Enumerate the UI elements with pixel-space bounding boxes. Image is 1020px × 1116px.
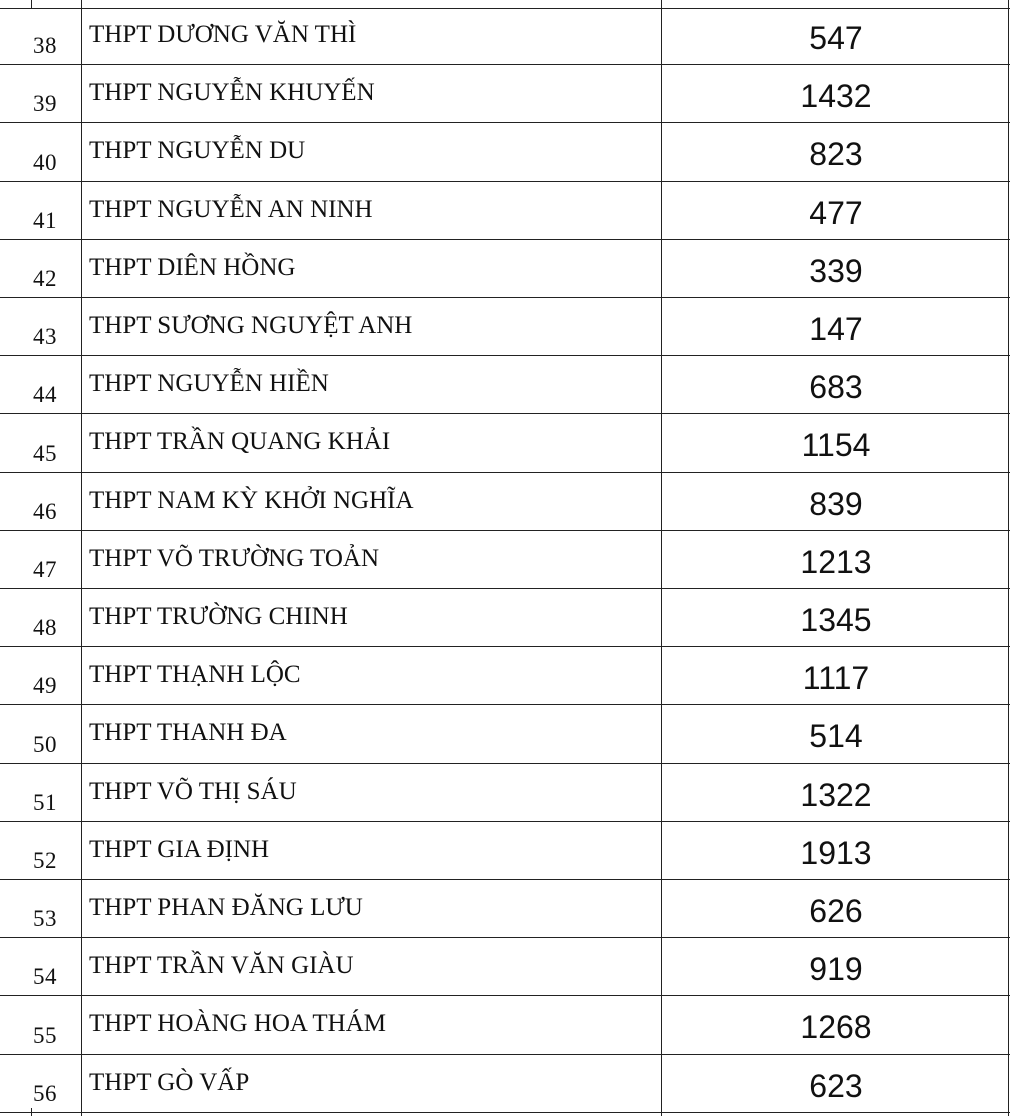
- count-cell: [662, 996, 1010, 1053]
- count-cell: [662, 531, 1010, 588]
- row-number-cell: [0, 822, 82, 879]
- row-number: 55: [33, 1022, 57, 1048]
- school-name-cell: [82, 938, 662, 995]
- count-value: 1913: [800, 834, 872, 871]
- table-row: [0, 589, 1010, 647]
- count-value: 1322: [800, 776, 872, 813]
- table-row: [0, 531, 1010, 589]
- school-name: THPT GÒ VẤP: [89, 1068, 250, 1096]
- school-name-cell: [82, 414, 662, 471]
- count-cell: [662, 1055, 1010, 1112]
- school-name: THPT NGUYỄN KHUYẾN: [89, 79, 375, 107]
- row-number-cell: [0, 647, 82, 704]
- count-value: 1213: [800, 543, 872, 580]
- row-number: 46: [33, 498, 57, 524]
- table-row: [0, 298, 1010, 356]
- row-number: 56: [33, 1080, 57, 1106]
- count-value: 1154: [801, 427, 871, 464]
- count-cell: [662, 589, 1010, 646]
- row-number: 42: [33, 265, 57, 291]
- count-cell: [662, 647, 1010, 704]
- table-row: [0, 647, 1010, 705]
- count-cell: [662, 182, 1010, 239]
- row-number-cell: [0, 996, 82, 1053]
- school-name-cell: [82, 7, 662, 64]
- table-row: [0, 7, 1010, 65]
- school-name-cell: [82, 531, 662, 588]
- row-number: 41: [33, 207, 57, 233]
- count-value: 147: [809, 311, 863, 347]
- school-name-cell: [82, 240, 662, 297]
- row-number-cell: [0, 240, 82, 297]
- school-name-cell: [82, 764, 662, 821]
- table-row: [0, 938, 1010, 996]
- row-number: 40: [33, 149, 57, 175]
- row-number: 53: [33, 906, 57, 932]
- table-row: [0, 764, 1010, 822]
- row-number-cell: [0, 182, 82, 239]
- row-number: 49: [33, 673, 57, 699]
- count-cell: [662, 240, 1010, 297]
- row-number: 39: [33, 91, 57, 117]
- row-number: 38: [33, 33, 57, 59]
- school-name: THPT NAM KỲ KHỞI NGHĨA: [89, 486, 414, 514]
- row-number: 48: [33, 615, 57, 641]
- school-name-cell: [82, 996, 662, 1053]
- school-name: THPT SƯƠNG NGUYỆT ANH: [89, 312, 413, 339]
- row-number: 43: [33, 324, 57, 350]
- count-value: 623: [809, 1067, 863, 1104]
- table-row: [0, 996, 1010, 1054]
- school-name: THPT NGUYỄN DU: [89, 137, 306, 165]
- count-cell: [662, 880, 1010, 937]
- row-number: 45: [33, 440, 57, 466]
- school-name-cell: [82, 65, 662, 122]
- row-number-cell: [0, 123, 82, 180]
- count-cell: [662, 123, 1010, 180]
- row-number-cell: [0, 356, 82, 413]
- school-name: THPT TRƯỜNG CHINH: [89, 603, 348, 630]
- row-number-cell: [0, 705, 82, 762]
- table-row: [0, 356, 1010, 414]
- table-row: [0, 182, 1010, 240]
- row-number-cell: [0, 1055, 82, 1112]
- row-number-cell: [0, 531, 82, 588]
- school-name-cell: [82, 473, 662, 530]
- count-cell: [662, 356, 1010, 413]
- school-name-cell: [82, 589, 662, 646]
- count-value: 514: [809, 718, 863, 755]
- row-number: 47: [33, 556, 57, 582]
- row-number: 52: [33, 847, 57, 873]
- count-cell: [662, 473, 1010, 530]
- school-name: THPT DƯƠNG VĂN THÌ: [89, 21, 357, 48]
- school-name: THPT TRẦN QUANG KHẢI: [89, 428, 391, 456]
- school-name-cell: [82, 647, 662, 704]
- count-cell: [662, 65, 1010, 122]
- school-name-cell: [82, 356, 662, 413]
- school-name: THPT PHAN ĐĂNG LƯU: [89, 894, 363, 921]
- count-value: 919: [809, 951, 863, 988]
- table-right-border: [1008, 0, 1009, 1116]
- count-value: 823: [809, 136, 863, 173]
- school-name-cell: [82, 298, 662, 355]
- school-name: THPT THANH ĐA: [89, 719, 287, 747]
- count-cell: [662, 822, 1010, 879]
- school-name: THPT THẠNH LỘC: [89, 661, 301, 689]
- row-number-cell: [0, 298, 82, 355]
- table-row: [0, 822, 1010, 880]
- row-number-cell: [0, 473, 82, 530]
- count-value: 339: [809, 252, 863, 289]
- row-number: 44: [33, 382, 57, 408]
- table-row: [0, 705, 1010, 763]
- table-row: [0, 414, 1010, 472]
- school-name-cell: [82, 182, 662, 239]
- count-cell: [662, 298, 1010, 355]
- row-number-cell: [0, 938, 82, 995]
- school-name-cell: [82, 822, 662, 879]
- table-row: [0, 1055, 1010, 1113]
- count-value: 626: [809, 893, 863, 929]
- table-row: [0, 123, 1010, 181]
- school-name-cell: [82, 880, 662, 937]
- count-value: 1345: [800, 602, 872, 638]
- table-row: [0, 473, 1010, 531]
- row-number: 54: [33, 964, 57, 990]
- school-name: THPT DIÊN HỒNG: [89, 253, 296, 281]
- count-cell: [662, 7, 1010, 64]
- row-number-cell: [0, 414, 82, 471]
- row-number-cell: [0, 7, 82, 64]
- row-number: 51: [33, 789, 57, 815]
- count-value: 547: [809, 20, 863, 56]
- school-name-cell: [82, 705, 662, 762]
- count-cell: [662, 705, 1010, 762]
- count-cell: [662, 764, 1010, 821]
- count-value: 1268: [800, 1009, 872, 1046]
- count-value: 1432: [800, 78, 872, 115]
- school-name-cell: [82, 123, 662, 180]
- count-value: 1117: [802, 660, 870, 697]
- count-value: 477: [809, 194, 863, 231]
- row-number-cell: [0, 880, 82, 937]
- school-name: THPT NGUYỄN AN NINH: [89, 195, 373, 223]
- table-row: [0, 240, 1010, 298]
- table-row: [0, 880, 1010, 938]
- school-name-cell: [82, 1055, 662, 1112]
- count-cell: [662, 938, 1010, 995]
- row-number-cell: [0, 65, 82, 122]
- school-name: THPT NGUYỄN HIỀN: [89, 370, 329, 398]
- school-name: THPT VÕ THỊ SÁU: [89, 777, 297, 805]
- school-name: THPT VÕ TRƯỜNG TOẢN: [89, 544, 380, 572]
- school-name: THPT GIA ĐỊNH: [89, 835, 270, 863]
- row-number-cell: [0, 589, 82, 646]
- row-number-cell: [0, 764, 82, 821]
- table-row: [0, 65, 1010, 123]
- school-name: THPT HOÀNG HOA THÁM: [89, 1010, 387, 1038]
- count-value: 839: [809, 485, 863, 522]
- count-cell: [662, 414, 1010, 471]
- count-value: 683: [809, 369, 863, 406]
- next-row-edge: [0, 1108, 1010, 1116]
- school-name: THPT TRẦN VĂN GIÀU: [89, 952, 354, 980]
- row-number: 50: [33, 731, 57, 757]
